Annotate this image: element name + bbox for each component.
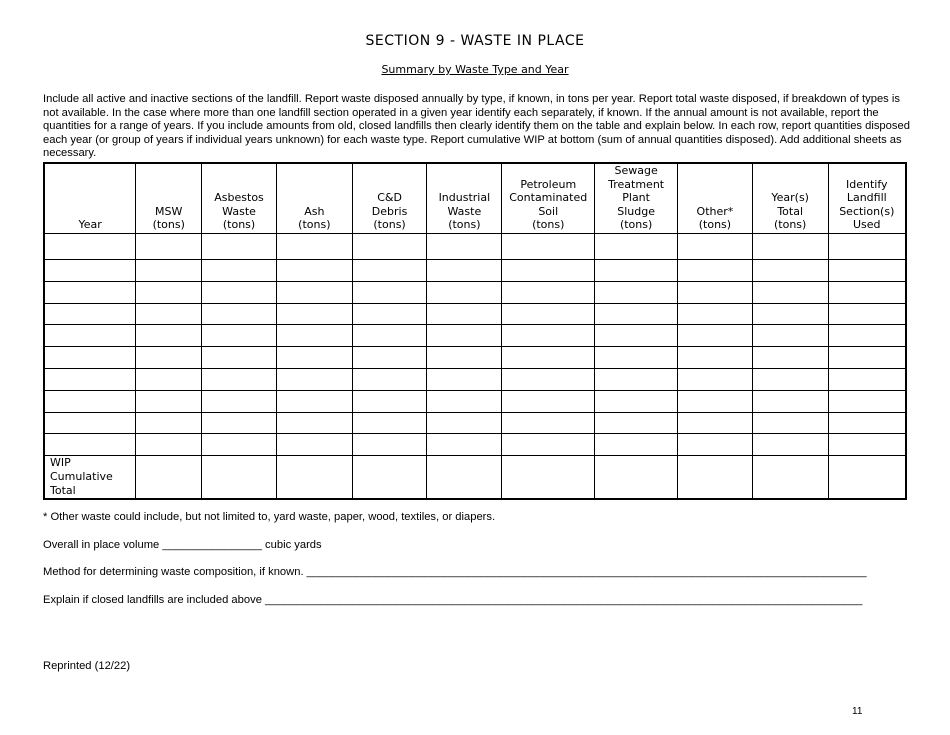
- table-row: [44, 390, 906, 412]
- table-cell[interactable]: [752, 368, 828, 390]
- table-cell[interactable]: [502, 303, 595, 325]
- table-cell[interactable]: [678, 259, 753, 281]
- table-cell[interactable]: [752, 412, 828, 434]
- table-cell[interactable]: [752, 303, 828, 325]
- table-cell[interactable]: [678, 390, 753, 412]
- table-row: [44, 412, 906, 434]
- column-header-line: Treatment: [608, 177, 665, 191]
- composition-method-field[interactable]: Method for determining waste composition, if known. __________________________________________________________________________________________: [43, 566, 867, 578]
- table-cell[interactable]: [828, 325, 906, 347]
- table-cell[interactable]: [595, 456, 678, 500]
- table-cell[interactable]: [202, 456, 277, 500]
- column-header-line: Year: [78, 218, 102, 232]
- table-cell[interactable]: [202, 434, 277, 456]
- table-cell[interactable]: [678, 303, 753, 325]
- table-cell[interactable]: [502, 325, 595, 347]
- reprinted-date: Reprinted (12/22): [43, 660, 131, 672]
- wip-total-label-line: WIP: [50, 456, 71, 470]
- table-cell[interactable]: [678, 347, 753, 369]
- table-row: [44, 281, 906, 303]
- table-cell[interactable]: [202, 325, 277, 347]
- table-cell[interactable]: [352, 456, 427, 500]
- table-cell[interactable]: [595, 325, 678, 347]
- table-body: [44, 233, 906, 499]
- column-header-line: (tons): [298, 218, 331, 232]
- table-cell[interactable]: [276, 456, 352, 500]
- closed-landfills-field[interactable]: Explain if closed landfills are included above ________________________________________________________________________________________________: [43, 594, 863, 606]
- column-header: [502, 163, 595, 233]
- table-cell[interactable]: [136, 325, 202, 347]
- table-cell[interactable]: [352, 259, 427, 281]
- table-cell[interactable]: [752, 390, 828, 412]
- table-cell[interactable]: [502, 412, 595, 434]
- table-cell[interactable]: [427, 325, 502, 347]
- table-cell[interactable]: [44, 434, 136, 456]
- table-cell[interactable]: [595, 259, 678, 281]
- table-cell[interactable]: [352, 412, 427, 434]
- column-header: [678, 163, 753, 233]
- column-header: [595, 163, 678, 233]
- table-cell[interactable]: [595, 434, 678, 456]
- table-cell[interactable]: [136, 412, 202, 434]
- column-header-line: (tons): [222, 218, 256, 232]
- column-header-line: Sludge: [617, 204, 655, 218]
- table-cell[interactable]: [136, 347, 202, 369]
- table-cell[interactable]: [427, 259, 502, 281]
- table-cell[interactable]: [202, 347, 277, 369]
- table-cell[interactable]: [202, 390, 277, 412]
- table-cell[interactable]: [595, 303, 678, 325]
- table-cell[interactable]: [276, 281, 352, 303]
- table-cell[interactable]: [828, 368, 906, 390]
- table-cell[interactable]: [828, 233, 906, 259]
- table-cell[interactable]: [136, 456, 202, 500]
- wip-total-row: [44, 456, 906, 500]
- table-cell[interactable]: [828, 412, 906, 434]
- table-cell[interactable]: [595, 368, 678, 390]
- table-cell[interactable]: [752, 233, 828, 259]
- table-cell[interactable]: [595, 281, 678, 303]
- table-cell[interactable]: [678, 233, 753, 259]
- column-header-line: Ash: [304, 204, 325, 218]
- table-cell[interactable]: [44, 233, 136, 259]
- column-header-line: Total: [777, 204, 804, 218]
- column-header-line: Industrial: [438, 191, 491, 205]
- column-header-line: C&D: [377, 191, 402, 205]
- table-cell[interactable]: [136, 259, 202, 281]
- waste-in-place-table: [43, 162, 907, 500]
- table-cell[interactable]: [595, 390, 678, 412]
- table-cell[interactable]: [44, 325, 136, 347]
- table-cell[interactable]: [202, 412, 277, 434]
- table-cell[interactable]: [427, 347, 502, 369]
- table-cell[interactable]: [44, 412, 136, 434]
- table-cell[interactable]: [427, 303, 502, 325]
- page-number: 11: [852, 706, 863, 717]
- wip-total-label-line: Total: [50, 484, 76, 498]
- column-header-line: Petroleum: [520, 177, 577, 191]
- column-header-line: Asbestos: [214, 191, 264, 205]
- table-cell[interactable]: [752, 281, 828, 303]
- column-header-line: (tons): [698, 218, 732, 232]
- table-cell[interactable]: [678, 456, 753, 500]
- wip-total-label: [44, 456, 136, 500]
- column-header-line: (tons): [774, 218, 807, 232]
- table-cell[interactable]: [352, 281, 427, 303]
- column-header-line: Debris: [371, 204, 408, 218]
- column-header-line: (tons): [448, 218, 481, 232]
- table-cell[interactable]: [828, 281, 906, 303]
- table-cell[interactable]: [595, 347, 678, 369]
- table-cell[interactable]: [828, 390, 906, 412]
- table-cell[interactable]: [752, 325, 828, 347]
- table-row: [44, 368, 906, 390]
- table-cell[interactable]: [752, 259, 828, 281]
- table-cell[interactable]: [427, 233, 502, 259]
- table-cell[interactable]: [276, 412, 352, 434]
- column-header-line: Landfill: [846, 191, 887, 205]
- table-cell[interactable]: [136, 303, 202, 325]
- column-header-line: Section(s): [839, 204, 895, 218]
- column-header-line: Used: [853, 218, 881, 232]
- column-header-line: Sewage: [614, 164, 658, 177]
- table-cell[interactable]: [352, 434, 427, 456]
- subtitle-text: Summary by Waste Type and Year: [381, 63, 569, 76]
- table-cell[interactable]: [44, 303, 136, 325]
- column-header-line: Waste: [222, 204, 256, 218]
- table-header-row: [44, 163, 906, 233]
- table-cell[interactable]: [276, 347, 352, 369]
- table-cell[interactable]: [427, 390, 502, 412]
- table-cell[interactable]: [202, 259, 277, 281]
- column-header: [136, 163, 202, 233]
- column-header: [276, 163, 352, 233]
- table-cell[interactable]: [202, 303, 277, 325]
- table-cell[interactable]: [595, 233, 678, 259]
- column-header: [44, 163, 136, 233]
- page-subtitle: [0, 63, 950, 76]
- table-cell[interactable]: [276, 259, 352, 281]
- in-place-volume-field[interactable]: Overall in place volume ________________ cubic yards: [43, 539, 322, 551]
- table-cell[interactable]: [828, 303, 906, 325]
- column-header-line: Waste: [447, 204, 482, 218]
- table-cell[interactable]: [352, 233, 427, 259]
- table-cell[interactable]: [427, 412, 502, 434]
- table-cell[interactable]: [502, 368, 595, 390]
- table-cell[interactable]: [678, 434, 753, 456]
- table-cell[interactable]: [276, 303, 352, 325]
- table-row: [44, 347, 906, 369]
- table-cell[interactable]: [752, 434, 828, 456]
- column-header: [202, 163, 277, 233]
- table-cell[interactable]: [202, 281, 277, 303]
- table-cell[interactable]: [136, 390, 202, 412]
- column-header-line: (tons): [373, 218, 406, 232]
- column-header-line: Contaminated: [509, 191, 588, 205]
- column-header-line: Other*: [696, 204, 734, 218]
- page-title: SECTION 9 - WASTE IN PLACE: [365, 33, 585, 49]
- table-cell[interactable]: [678, 325, 753, 347]
- column-header-line: (tons): [532, 218, 565, 232]
- table-cell[interactable]: [427, 281, 502, 303]
- table-cell[interactable]: [427, 368, 502, 390]
- table-cell[interactable]: [502, 233, 595, 259]
- table-cell[interactable]: [276, 325, 352, 347]
- table-cell[interactable]: [427, 434, 502, 456]
- column-header: [752, 163, 828, 233]
- table-cell[interactable]: [595, 412, 678, 434]
- column-header: [427, 163, 502, 233]
- table-cell[interactable]: [136, 368, 202, 390]
- table-cell[interactable]: [136, 434, 202, 456]
- table-cell[interactable]: [44, 281, 136, 303]
- table-row: [44, 303, 906, 325]
- table-cell[interactable]: [502, 347, 595, 369]
- table-cell[interactable]: [44, 368, 136, 390]
- table-cell[interactable]: [136, 233, 202, 259]
- table-cell[interactable]: [828, 456, 906, 500]
- table-cell[interactable]: [136, 281, 202, 303]
- column-header-line: Plant: [622, 191, 650, 205]
- table-cell[interactable]: [502, 281, 595, 303]
- other-waste-footnote: * Other waste could include, but not limited to, yard waste, paper, wood, textiles, or diapers.: [43, 511, 496, 523]
- table-cell[interactable]: [352, 347, 427, 369]
- table-row: [44, 325, 906, 347]
- table-cell[interactable]: [276, 233, 352, 259]
- column-header: [352, 163, 427, 233]
- table-cell[interactable]: [502, 259, 595, 281]
- table-cell[interactable]: [202, 233, 277, 259]
- table-cell[interactable]: [502, 434, 595, 456]
- table-cell[interactable]: [276, 434, 352, 456]
- table-cell[interactable]: [828, 434, 906, 456]
- table-cell[interactable]: [427, 456, 502, 500]
- wip-total-label-line: Cumulative: [50, 470, 113, 484]
- table-cell[interactable]: [44, 347, 136, 369]
- table-row: [44, 233, 906, 259]
- column-header-line: (tons): [619, 218, 653, 232]
- column-header-line: Identify: [846, 177, 888, 191]
- table-cell[interactable]: [502, 456, 595, 500]
- table-cell[interactable]: [202, 368, 277, 390]
- table-cell[interactable]: [276, 390, 352, 412]
- table-cell[interactable]: [678, 368, 753, 390]
- table-cell[interactable]: [44, 259, 136, 281]
- table-cell[interactable]: [352, 368, 427, 390]
- table-cell[interactable]: [828, 259, 906, 281]
- table-cell[interactable]: [276, 368, 352, 390]
- table-cell[interactable]: [752, 347, 828, 369]
- table-cell[interactable]: [752, 456, 828, 500]
- table-cell[interactable]: [828, 347, 906, 369]
- column-header-line: Year(s): [771, 191, 809, 205]
- table-cell[interactable]: [678, 281, 753, 303]
- column-header: [828, 163, 906, 233]
- table-cell[interactable]: [352, 390, 427, 412]
- table-cell[interactable]: [502, 390, 595, 412]
- table-cell[interactable]: [352, 325, 427, 347]
- instructions-paragraph: Include all active and inactive sections of the landfill. Report waste disposed annually by type, if known, in tons per year. Report total waste disposed, if breakdown of types is not available. In the case where more than one landfill section operated in a given year identify each separately, if known. If the annual amount is not available, report the quantities for a range of years. If you include amounts from old, closed landfills then clearly identify them on the table and explain below. In each row, report quantities disposed each year (or group of years if individual years unknown) for each waste type. Report cumulative WIP at bottom (sum of annual quantities disposed). Add additional sheets as necessary.: [43, 93, 910, 160]
- table-row: [44, 259, 906, 281]
- table-cell[interactable]: [352, 303, 427, 325]
- column-header-line: (tons): [152, 218, 185, 232]
- table-cell[interactable]: [678, 412, 753, 434]
- table-cell[interactable]: [44, 390, 136, 412]
- column-header-line: MSW: [155, 204, 183, 218]
- column-header-line: Soil: [538, 204, 559, 218]
- table-row: [44, 434, 906, 456]
